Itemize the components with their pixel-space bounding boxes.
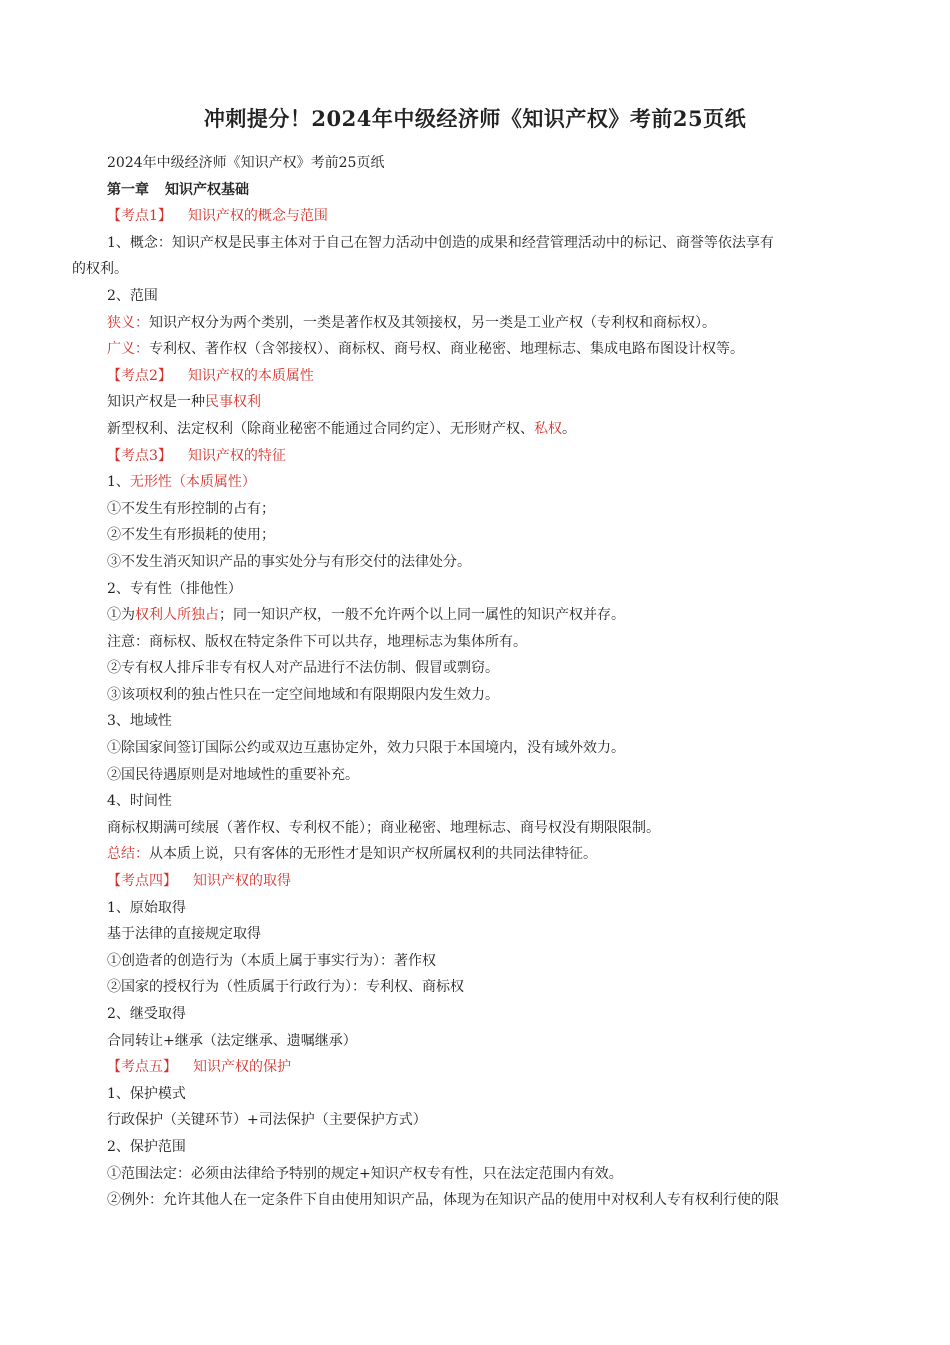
topic-heading-5: 【考点五】 知识产权的保护 — [107, 1059, 291, 1076]
protection-mode-heading: 1、保护模式 — [107, 1085, 186, 1102]
intangibility-heading: 1、无形性（本质属性） — [107, 474, 256, 491]
document-title: 冲刺提分！2024年中级经济师《知识产权》考前25页纸 — [203, 106, 747, 131]
list-item: ①不发生有形控制的占有； — [107, 500, 275, 517]
rights-types-line: 新型权利、法定权利（除商业秘密不能通过合同约定）、无形财产权、私权。 — [107, 420, 576, 437]
list-item: ③该项权利的独占性只在一定空间地域和有限期限内发生效力。 — [107, 686, 499, 703]
list-item: ②不发生有形损耗的使用； — [107, 527, 275, 544]
list-item: ①为权利人所独占；同一知识产权，一般不允许两个以上同一属性的知识产权并存。 — [107, 607, 625, 624]
exclusivity-heading: 2、专有性（排他性） — [107, 580, 242, 597]
list-item: ③不发生消灭知识产品的事实处分与有形交付的法律处分。 — [107, 553, 471, 570]
list-item: 行政保护（关键环节）+司法保护（主要保护方式） — [107, 1112, 427, 1129]
list-item: ①范围法定：必须由法律给予特别的规定+知识产权专有性，只在法定范围内有效。 — [107, 1165, 623, 1182]
derived-acquisition-heading: 2、继受取得 — [107, 1006, 186, 1022]
summary-line: 总结：从本质上说，只有客体的无形性才是知识产权所属权利的共同法律特征。 — [107, 846, 597, 863]
document-body — [72, 150, 878, 1214]
concept-text: 1、概念：知识产权是民事主体对于自己在智力活动中创造的成果和经营管理活动中的标记、商誉等依法享有 — [107, 234, 774, 251]
topic-heading-1: 【考点1】 知识产权的概念与范围 — [107, 208, 328, 225]
list-item: 合同转让+继承（法定继承、遗嘱继承） — [107, 1032, 357, 1049]
chapter-heading: 第一章 知识产权基础 — [107, 181, 249, 198]
list-item: ②国家的授权行为（性质属于行政行为）：专利权、商标权 — [107, 979, 464, 996]
list-item: ①创造者的创造行为（本质上属于事实行为）：著作权 — [107, 952, 436, 969]
list-item: ②专有权人排斥非专有权人对产品进行不法仿制、假冒或剽窃。 — [107, 660, 499, 677]
topic-heading-3: 【考点3】 知识产权的特征 — [107, 447, 286, 464]
topic-heading-2: 【考点2】 知识产权的本质属性 — [107, 367, 314, 384]
list-item: 商标权期满可续展（著作权、专利权不能）；商业秘密、地理标志、商号权没有期限限制。 — [107, 819, 660, 836]
list-item: ①除国家间签订国际公约或双边互惠协定外，效力只限于本国境内，没有域外效力。 — [107, 740, 625, 757]
list-item: ②例外：允许其他人在一定条件下自由使用知识产品，体现为在知识产品的使用中对权利人专有权利行使的限 — [107, 1192, 779, 1209]
subtitle: 2024年中级经济师《知识产权》考前25页纸 — [107, 155, 385, 171]
list-item: 基于法律的直接规定取得 — [107, 926, 261, 943]
scope-heading: 2、范围 — [107, 287, 158, 304]
timeliness-heading: 4、时间性 — [107, 793, 172, 810]
broad-scope: 广义：专利权、著作权（含邻接权）、商标权、商号权、商业秘密、地理标志、集成电路布图设计权等。 — [107, 341, 744, 358]
essence-line: 知识产权是一种民事权利 — [107, 394, 261, 411]
territoriality-heading: 3、地域性 — [107, 713, 172, 730]
original-acquisition-heading: 1、原始取得 — [107, 899, 186, 916]
list-item: ②国民待遇原则是对地域性的重要补充。 — [107, 766, 359, 783]
narrow-scope: 狭义：知识产权分为两个类别，一类是著作权及其领接权，另一类是工业产权（专利权和商标权）。 — [107, 314, 716, 331]
concept-text-continued: 的权利。 — [72, 261, 128, 278]
topic-heading-4: 【考点四】 知识产权的取得 — [107, 873, 291, 890]
note-line: 注意：商标权、版权在特定条件下可以共存，地理标志为集体所有。 — [107, 633, 527, 650]
protection-scope-heading: 2、保护范围 — [107, 1138, 186, 1155]
